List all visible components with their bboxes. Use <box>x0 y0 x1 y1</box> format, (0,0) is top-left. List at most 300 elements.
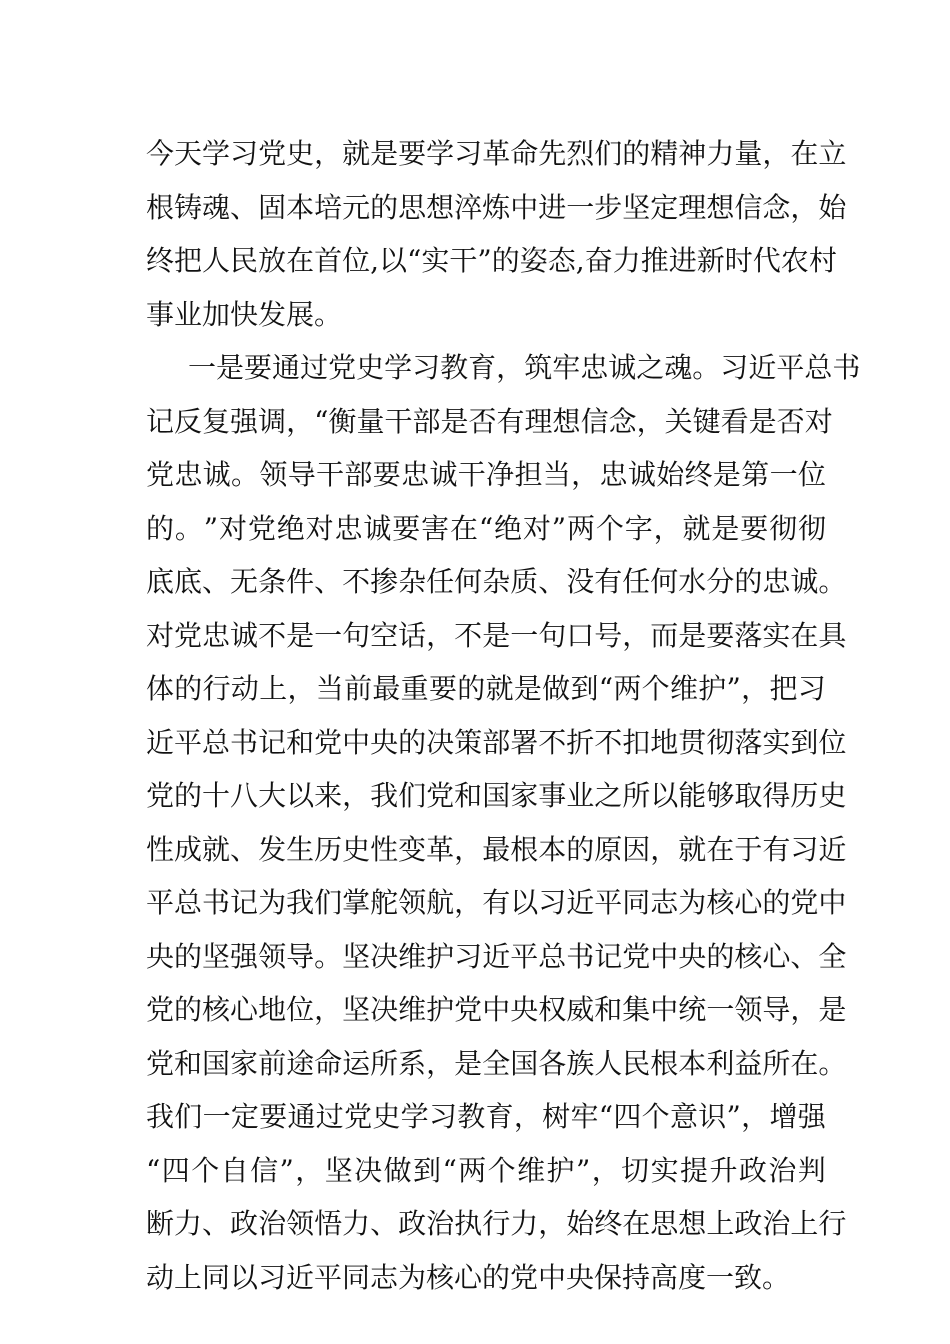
text-char: 分 <box>706 565 735 598</box>
text-char: ” <box>726 672 741 705</box>
text-char: 有 <box>496 404 525 438</box>
text-char: 筑 <box>524 351 553 384</box>
text-char: 党 <box>328 351 357 384</box>
text-char: 于 <box>734 832 763 866</box>
text-char: 是 <box>370 137 399 170</box>
text-char: 权 <box>538 993 567 1026</box>
text-char: 习 <box>720 351 749 384</box>
text-char: 系 <box>398 1046 427 1080</box>
text-char: 干 <box>316 458 345 491</box>
text-char: 教 <box>457 1100 486 1133</box>
text-char: 判 <box>797 1153 826 1187</box>
text-char: 本 <box>286 190 315 224</box>
text-char: 坚 <box>622 190 651 224</box>
text-char: ， <box>314 993 343 1026</box>
text-char: 通 <box>287 1100 316 1133</box>
text-char: 始 <box>656 458 685 491</box>
text-char: 在 <box>790 137 819 170</box>
text-char: 记 <box>230 886 259 919</box>
text-char: 前 <box>344 672 373 705</box>
text-char: 中 <box>650 939 679 973</box>
paragraph-2-line-16 <box>146 1144 826 1198</box>
text-char: 大 <box>258 779 287 812</box>
text-char: 忠 <box>174 458 203 491</box>
text-char: 实 <box>421 244 450 277</box>
text-char: 途 <box>286 1046 315 1080</box>
text-char: 护 <box>426 993 455 1026</box>
paragraph-2-line-17 <box>146 1197 847 1251</box>
text-char: 在 <box>706 832 735 866</box>
text-char: 维 <box>669 672 698 705</box>
text-char: 条 <box>258 565 287 598</box>
text-char: 本 <box>678 1046 707 1080</box>
text-char: 的 <box>398 725 427 759</box>
text-char: 件 <box>286 565 315 598</box>
text-char: 的 <box>146 511 175 545</box>
text-char: 总 <box>804 351 833 384</box>
text-char: 革 <box>426 832 455 866</box>
text-char: 央 <box>510 993 539 1026</box>
text-char: 自 <box>220 1153 249 1187</box>
text-char: 因 <box>622 832 651 866</box>
text-char: 心 <box>762 939 791 973</box>
text-char: 精 <box>650 137 679 170</box>
text-char: 有 <box>482 886 511 919</box>
text-char: 一 <box>566 190 595 224</box>
text-char: 提 <box>680 1153 709 1187</box>
text-char: 平 <box>510 939 539 973</box>
paragraph-2-line-7 <box>146 662 826 716</box>
text-char: 升 <box>709 1153 738 1187</box>
text-char: 培 <box>314 190 343 224</box>
text-char: 学 <box>384 351 413 384</box>
text-char: 诚 <box>790 565 819 598</box>
text-char: 维 <box>398 993 427 1026</box>
text-char: 思 <box>398 190 427 224</box>
text-char: 党 <box>454 993 483 1026</box>
text-char: 固 <box>258 190 287 224</box>
text-char: 和 <box>454 779 483 812</box>
text-char: 我 <box>286 886 315 919</box>
text-char: 记 <box>146 404 175 438</box>
text-char: 底 <box>146 565 175 598</box>
text-char: 要 <box>259 1100 288 1133</box>
text-char: 忠 <box>334 511 363 545</box>
text-char: 放 <box>258 244 287 277</box>
text-char: 彻 <box>797 511 826 545</box>
text-char: 治 <box>768 1153 797 1187</box>
text-char: 把 <box>174 244 203 277</box>
text-char: ” <box>477 244 492 277</box>
text-char: 发 <box>258 832 287 866</box>
text-char: 一 <box>510 618 539 652</box>
text-char: 策 <box>454 725 483 759</box>
text-char: 就 <box>485 672 514 705</box>
text-char: 革 <box>482 137 511 170</box>
text-char: 增 <box>769 1100 798 1133</box>
text-char: 总 <box>174 886 203 919</box>
text-char: 村 <box>808 244 837 277</box>
text-char: 学 <box>202 137 231 170</box>
text-char: 们 <box>398 779 427 812</box>
text-char: 决 <box>354 1153 383 1187</box>
text-char: 炼 <box>482 190 511 224</box>
text-char: ， <box>741 1100 770 1133</box>
text-char: 、 <box>370 1207 399 1240</box>
text-char: 时 <box>724 244 753 277</box>
text-char: 要 <box>428 672 457 705</box>
text-char: 心 <box>230 993 259 1026</box>
text-char: 底 <box>174 565 203 598</box>
paragraph-2-line-12 <box>146 930 847 984</box>
text-char: ， <box>741 672 770 705</box>
text-char: 净 <box>486 458 515 491</box>
text-char: 否 <box>776 404 805 438</box>
text-char: 党 <box>426 779 455 812</box>
text-char: 中 <box>510 190 539 224</box>
text-char: 诚 <box>363 511 392 545</box>
text-char: 坚 <box>342 939 371 973</box>
text-char: 一 <box>202 1100 231 1133</box>
text-char: 要 <box>706 618 735 652</box>
text-char: 任 <box>622 565 651 598</box>
text-char: 所 <box>622 779 651 812</box>
text-char: 过 <box>315 1100 344 1133</box>
text-char: 意 <box>669 1100 698 1133</box>
text-char: 民 <box>622 1046 651 1080</box>
text-char: 力 <box>706 137 735 170</box>
text-char: 淬 <box>454 190 483 224</box>
text-char: 平 <box>174 725 203 759</box>
text-char: , <box>370 244 380 277</box>
text-char: 想 <box>552 404 581 438</box>
text-char: 句 <box>342 618 371 652</box>
text-char: 平 <box>594 886 623 919</box>
text-char: 第 <box>741 458 770 491</box>
text-char: 就 <box>342 137 371 170</box>
text-char: 诚 <box>202 458 231 491</box>
text-char: 记 <box>258 725 287 759</box>
text-char: 领 <box>398 886 427 919</box>
text-char: 根 <box>146 190 175 224</box>
text-char: 把 <box>769 672 798 705</box>
text-char: 人 <box>202 244 231 277</box>
text-char: 杂 <box>398 565 427 598</box>
text-char: 育 <box>468 351 497 384</box>
text-char: 史 <box>286 137 315 170</box>
text-char: 实 <box>762 725 791 759</box>
text-char: 书 <box>202 886 231 919</box>
text-char: 习 <box>790 832 819 866</box>
text-char: 元 <box>342 190 371 224</box>
text-char: 位 <box>286 993 315 1026</box>
text-char: 。 <box>314 939 343 973</box>
text-char: 是 <box>482 618 511 652</box>
text-char: 复 <box>202 404 231 438</box>
text-char: 要 <box>372 458 401 491</box>
text-char: 性 <box>370 832 399 866</box>
paragraph-2-line-11 <box>146 876 847 930</box>
text-char: 是 <box>711 511 740 545</box>
text-char: 何 <box>454 565 483 598</box>
text-char: 够 <box>706 779 735 812</box>
text-char: 导 <box>762 993 791 1026</box>
text-char: 对 <box>522 511 551 545</box>
text-char: 成 <box>174 832 203 866</box>
text-char: 威 <box>566 993 595 1026</box>
text-char: 的 <box>734 565 763 598</box>
text-char: 变 <box>398 832 427 866</box>
text-char: 。 <box>818 565 847 598</box>
text-char: 忠 <box>762 565 791 598</box>
text-char: 部 <box>412 404 441 438</box>
text-char: 理 <box>524 404 553 438</box>
text-char: 族 <box>566 1046 595 1080</box>
text-char: 党 <box>146 993 175 1026</box>
text-char: 十 <box>202 779 231 812</box>
text-char: 的 <box>622 137 651 170</box>
text-char: 决 <box>370 939 399 973</box>
text-char: 字 <box>624 511 653 545</box>
text-char: 和 <box>174 1046 203 1080</box>
text-char: ， <box>295 1153 324 1187</box>
text-char: 在 <box>790 618 819 652</box>
text-char: 对 <box>218 511 247 545</box>
text-char: 害 <box>421 511 450 545</box>
text-char: 集 <box>622 993 651 1026</box>
text-char: “ <box>598 672 614 705</box>
text-char: 习 <box>412 351 441 384</box>
text-char: 量 <box>356 404 385 438</box>
text-char: ， <box>314 137 343 170</box>
text-char: 想 <box>678 1207 707 1240</box>
text-char: 力 <box>612 244 641 277</box>
text-char: , <box>575 244 585 277</box>
text-char: 之 <box>636 351 665 384</box>
text-char: ， <box>591 1153 620 1187</box>
text-char: 、 <box>230 832 259 866</box>
text-char: 绝 <box>276 511 305 545</box>
text-char: 以 <box>510 886 539 919</box>
text-char: 历 <box>790 779 819 812</box>
text-char: 首 <box>314 244 343 277</box>
text-char: 诚 <box>608 351 637 384</box>
text-char: 维 <box>517 1153 546 1187</box>
text-char: 命 <box>314 1046 343 1080</box>
paragraph-1-line-3 <box>146 234 837 288</box>
text-char: 之 <box>594 779 623 812</box>
paragraph-2-line-3 <box>146 448 826 502</box>
paragraph-1-line-2 <box>146 181 847 235</box>
text-char: 定 <box>230 1100 259 1133</box>
text-char: 导 <box>286 939 315 973</box>
text-char: 一 <box>706 993 735 1026</box>
text-char: 干 <box>449 244 478 277</box>
text-char: 政 <box>398 1207 427 1240</box>
text-char: 终 <box>684 458 713 491</box>
paragraph-2-line-1 <box>146 341 861 395</box>
paragraph-2-line-4 <box>146 502 826 556</box>
text-char: 中 <box>342 725 371 759</box>
text-char: 牢 <box>570 1100 599 1133</box>
text-char: 国 <box>482 779 511 812</box>
text-char: 近 <box>748 351 777 384</box>
text-char: 决 <box>426 725 455 759</box>
text-char: 做 <box>383 1153 412 1187</box>
text-char: 想 <box>706 190 735 224</box>
text-char: ， <box>286 404 315 438</box>
text-char: 到 <box>570 672 599 705</box>
text-char: ， <box>790 993 819 1026</box>
text-char: 党 <box>174 618 203 652</box>
text-char: 立 <box>818 137 847 170</box>
text-char: 个 <box>191 1153 220 1187</box>
paragraph-2-line-2 <box>146 395 833 449</box>
text-char: 是 <box>678 618 707 652</box>
text-char: 两 <box>566 511 595 545</box>
text-char: 对 <box>804 404 833 438</box>
text-char: 就 <box>202 832 231 866</box>
text-char: ， <box>762 137 791 170</box>
text-char: 根 <box>510 832 539 866</box>
text-char: 部 <box>344 458 373 491</box>
text-char: 魂 <box>202 190 231 224</box>
text-char: 力 <box>342 1207 371 1240</box>
text-char: 体 <box>146 672 175 705</box>
text-char: 的 <box>762 886 791 919</box>
text-char: 水 <box>678 565 707 598</box>
text-char: 忠 <box>599 458 628 491</box>
text-char: 新 <box>696 244 725 277</box>
text-char: 书 <box>832 351 861 384</box>
text-char: 学 <box>426 137 455 170</box>
text-char: 落 <box>734 618 763 652</box>
text-char: ” <box>203 511 219 545</box>
text-char: 当 <box>542 458 571 491</box>
text-char: 信 <box>734 190 763 224</box>
text-char: 关 <box>664 404 693 438</box>
paragraph-2-line-9 <box>146 769 847 823</box>
text-char: 平 <box>146 886 175 919</box>
text-char: 心 <box>734 886 763 919</box>
text-char: 在 <box>286 244 315 277</box>
text-char: 神 <box>678 137 707 170</box>
paragraph-2-line-18: 动上同以习近平同志为核心的党中央保持高度一致。 <box>146 1260 791 1294</box>
text-char: 过 <box>300 351 329 384</box>
text-char: 实 <box>650 1153 679 1187</box>
text-char: 就 <box>678 832 707 866</box>
text-char: 全 <box>482 1046 511 1080</box>
text-char: 奋 <box>584 244 613 277</box>
text-char: 治 <box>762 1207 791 1240</box>
text-char: 树 <box>542 1100 571 1133</box>
text-char: 否 <box>468 404 497 438</box>
text-char: 诚 <box>627 458 656 491</box>
text-char: 理 <box>678 190 707 224</box>
text-char: 一 <box>314 618 343 652</box>
text-char: 领 <box>258 939 287 973</box>
text-char: ， <box>571 458 600 491</box>
text-char: 坚 <box>342 993 371 1026</box>
text-char: 断 <box>146 1207 175 1240</box>
text-char: 地 <box>650 725 679 759</box>
text-char: 步 <box>594 190 623 224</box>
text-char: 原 <box>594 832 623 866</box>
text-char: 号 <box>594 618 623 652</box>
text-char: 书 <box>230 725 259 759</box>
text-char: ， <box>426 618 455 652</box>
text-char: 核 <box>734 939 763 973</box>
text-char: 任 <box>426 565 455 598</box>
text-char: 诚 <box>230 618 259 652</box>
text-char: 上 <box>790 1207 819 1240</box>
text-char: 实 <box>762 618 791 652</box>
text-char: 对 <box>146 618 175 652</box>
text-char: 彻 <box>769 511 798 545</box>
text-char: ， <box>636 404 665 438</box>
text-char: 、 <box>230 190 259 224</box>
text-char: 键 <box>692 404 721 438</box>
text-char: “ <box>407 244 422 277</box>
text-char: 干 <box>384 404 413 438</box>
text-char: 们 <box>594 137 623 170</box>
text-char: 得 <box>762 779 791 812</box>
text-char: ， <box>513 1100 542 1133</box>
text-char: 而 <box>650 618 679 652</box>
text-char: 担 <box>514 458 543 491</box>
text-char: 们 <box>174 1100 203 1133</box>
text-char: 动 <box>230 672 259 705</box>
text-char: 态 <box>547 244 576 277</box>
text-char: 话 <box>398 618 427 652</box>
text-char: 念 <box>762 190 791 224</box>
text-char: 家 <box>510 779 539 812</box>
text-char: “ <box>146 1153 161 1187</box>
text-char: 不 <box>538 725 567 759</box>
paragraph-2-line-14 <box>146 1037 847 1091</box>
text-char: 以 <box>650 779 679 812</box>
text-char: 个 <box>595 511 624 545</box>
text-char: 所 <box>370 1046 399 1080</box>
text-char: 忠 <box>580 351 609 384</box>
text-char: 央 <box>146 939 175 973</box>
text-char: 的 <box>174 672 203 705</box>
text-char: ， <box>622 618 651 652</box>
text-char: 是 <box>440 404 469 438</box>
text-char: 史 <box>342 832 371 866</box>
text-char: 来 <box>314 779 343 812</box>
text-char: 性 <box>146 832 175 866</box>
text-char: 、 <box>314 565 343 598</box>
text-char: “ <box>442 1153 457 1187</box>
text-char: 央 <box>678 939 707 973</box>
text-char: 在 <box>622 1207 651 1240</box>
text-char: 护 <box>546 1153 575 1187</box>
text-char: 同 <box>622 886 651 919</box>
text-char: 想 <box>426 190 455 224</box>
text-char: 八 <box>230 779 259 812</box>
text-char: 在 <box>449 511 478 545</box>
text-char: 历 <box>314 832 343 866</box>
text-char: 。 <box>818 1046 847 1080</box>
text-char: 终 <box>594 1207 623 1240</box>
text-char: 力 <box>174 1207 203 1240</box>
text-char: 史 <box>356 351 385 384</box>
text-char: 记 <box>594 939 623 973</box>
text-char: 党 <box>146 779 175 812</box>
text-char: 反 <box>174 404 203 438</box>
text-char: 强 <box>230 939 259 973</box>
